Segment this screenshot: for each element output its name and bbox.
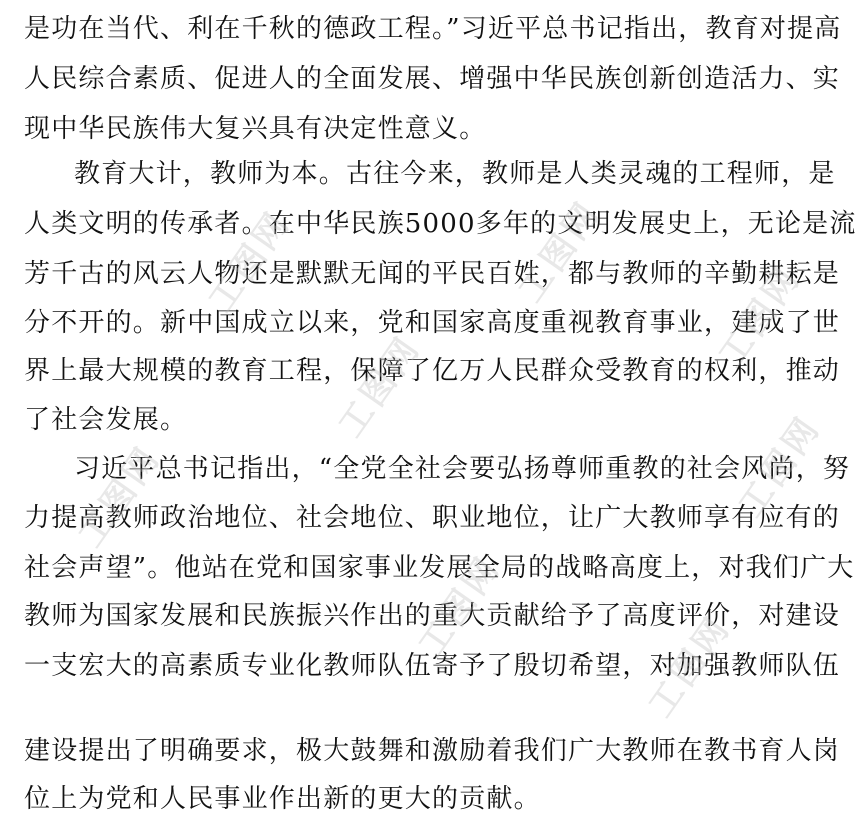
text-line-12: 社会声望”。他站在党和国家事业发展全局的战略高度上，对我们广大 [24, 553, 855, 583]
watermark: 工图网 [410, 548, 509, 665]
text-line-6: 芳千古的风云人物还是默默无闻的平民百姓，都与教师的辛勤耕耘是 [24, 259, 841, 289]
text-line-9: 了社会发展。 [24, 405, 188, 435]
watermark: 工图网 [200, 203, 299, 320]
watermark: 工图网 [330, 328, 429, 445]
text-line-16: 位上为党和人民事业作出新的更大的贡献。 [24, 784, 541, 814]
text-line-5: 人类文明的传承者。在中华民族5000多年的文明发展史上，无论是流 [24, 209, 857, 239]
watermark: 工图网 [510, 193, 609, 310]
text-line-11: 力提高教师政治地位、社会地位、职业地位，让广大教师享有应有的 [24, 503, 841, 533]
watermark: 工图网 [70, 438, 169, 555]
text-line-7: 分不开的。新中国成立以来，党和国家高度重视教育事业，建成了世 [24, 308, 841, 338]
text-line-13: 教师为国家发展和民族振兴作出的重大贡献给予了高度评价，对建设 [24, 601, 841, 631]
watermark: 工图网 [730, 408, 829, 525]
text-line-14: 一支宏大的高素质专业化教师队伍寄予了殷切希望，对加强教师队伍 [24, 651, 841, 681]
text-line-2: 人民综合素质、促进人的全面发展、增强中华民族创新创造活力、实 [24, 64, 841, 94]
text-line-10: 习近平总书记指出，“全党全社会要弘扬尊师重教的社会风尚，努 [74, 454, 851, 484]
text-line-1: 是功在当代、利在千秋的德政工程。”习近平总书记指出，教育对提高 [24, 14, 842, 44]
watermark: 工图网 [640, 608, 739, 725]
text-line-4: 教育大计，教师为本。古往今来，教师是人类灵魂的工程师，是 [74, 159, 836, 189]
text-line-3: 现中华民族伟大复兴具有决定性意义。 [24, 114, 487, 144]
text-line-8: 界上最大规模的教育工程，保障了亿万人民群众受教育的权利，推动 [24, 356, 841, 386]
watermark: 工图网 [710, 258, 809, 375]
text-line-15: 建设提出了明确要求，极大鼓舞和激励着我们广大教师在教书育人岗 [24, 736, 841, 766]
